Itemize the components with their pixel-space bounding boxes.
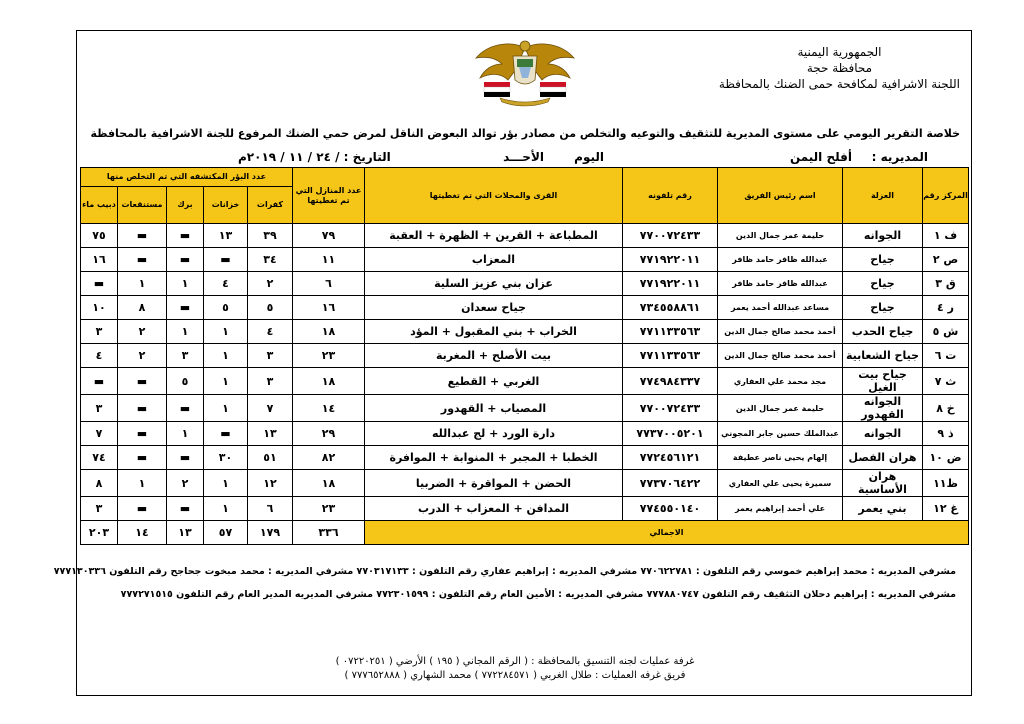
cell-tires: ٣	[248, 368, 293, 395]
governorate-name: محافظة حجة	[806, 61, 873, 75]
cell-ponds: ١	[167, 422, 204, 446]
table-row	[81, 272, 969, 296]
cell-tanks: ▬	[204, 422, 248, 446]
cell-drums: ٣	[81, 497, 118, 521]
cell-leader: عبدالله ظافر حامد ظافر	[718, 248, 843, 272]
cell-leader: حليمة عمر جمال الدين	[718, 395, 843, 422]
cell-center: ث ٧	[923, 368, 969, 395]
header-villages: القرى والمحلات التي تم تغطيتها	[365, 168, 623, 224]
republic-name: الجمهورية اليمنية	[797, 45, 882, 59]
cell-swamps: ٨	[118, 296, 167, 320]
cell-tanks: ٣٠	[204, 446, 248, 470]
operations-room-line: غرفة عمليات لجنه التنسيق بالمحافظة : ( الرقم المجاني ( ١٩٥ ) الأرضي ( ٠٧٢٢٠٢٥١ )	[335, 656, 695, 667]
cell-phone: ٧٧٣٧٠٠٥٢٠١	[623, 422, 718, 446]
cell-uzla: جياح الشعابية	[843, 344, 923, 368]
cell-villages: دارة الورد + لج عبدالله	[365, 422, 623, 446]
cell-drums: ▬	[81, 272, 118, 296]
totals-row	[81, 521, 969, 545]
cell-swamps: ▬	[118, 368, 167, 395]
cell-uzla: الجوانه	[843, 224, 923, 248]
cell-center: ق ٣	[923, 272, 969, 296]
cell-houses: ٢٣	[293, 344, 365, 368]
cell-drums: ٧	[81, 422, 118, 446]
table-row	[81, 344, 969, 368]
header-tires: كفرات	[248, 187, 293, 224]
table-row	[81, 296, 969, 320]
cell-leader: مساعد عبدالله أحمد يعمر	[718, 296, 843, 320]
cell-phone: ٧٧١١٣٣٥٦٣	[623, 344, 718, 368]
cell-houses: ١٨	[293, 470, 365, 497]
district-label: المديريه :	[871, 150, 928, 164]
total-swamps: ١٤	[118, 521, 167, 545]
yemen-eagle-emblem-icon	[470, 36, 580, 108]
cell-villages: عزان بني عزيز السلية	[365, 272, 623, 296]
cell-tanks: ٤	[204, 272, 248, 296]
cell-ponds: ٣	[167, 344, 204, 368]
cell-uzla: جياح	[843, 272, 923, 296]
cell-tanks: ▬	[204, 248, 248, 272]
cell-phone: ٧٧٣٧٠٦٤٢٢	[623, 470, 718, 497]
cell-leader: عبدالملك حسين جابر المجوني	[718, 422, 843, 446]
cell-villages: جياح سعدان	[365, 296, 623, 320]
cell-villages: المدافن + المعزاب + الدرب	[365, 497, 623, 521]
cell-center: ظ١١	[923, 470, 969, 497]
cell-ponds: ١	[167, 320, 204, 344]
total-tanks: ٥٧	[204, 521, 248, 545]
cell-houses: ١٨	[293, 368, 365, 395]
header-ponds: برك	[167, 187, 204, 224]
cell-uzla: هران الأساسية	[843, 470, 923, 497]
district-value: أفلح اليمن	[789, 150, 852, 164]
cell-tires: ٣	[248, 344, 293, 368]
cell-leader: أحمد محمد صالح جمال الدين	[718, 344, 843, 368]
header-tanks: خزانات	[204, 187, 248, 224]
table-row	[81, 248, 969, 272]
cell-center: ض ١٠	[923, 446, 969, 470]
totals-label: الاجمالي	[365, 521, 969, 545]
cell-center: ذ ٩	[923, 422, 969, 446]
cell-center: ف ١	[923, 224, 969, 248]
cell-villages: المطباعة + القرين + الظهرة + العقبة	[365, 224, 623, 248]
cell-uzla: جياح	[843, 248, 923, 272]
cell-villages: المصياب + القهدور	[365, 395, 623, 422]
total-drums: ٢٠٣	[81, 521, 118, 545]
cell-ponds: ٥	[167, 368, 204, 395]
cell-phone: ٧٣٤٥٥٨٨٦١	[623, 296, 718, 320]
cell-houses: ١٨	[293, 320, 365, 344]
table-row	[81, 320, 969, 344]
cell-phone: ٧٧٠٠٧٢٤٣٣	[623, 395, 718, 422]
cell-drums: ٧٥	[81, 224, 118, 248]
cell-swamps: ▬	[118, 497, 167, 521]
cell-leader: علي أحمد إبراهيم يعمر	[718, 497, 843, 521]
cell-swamps: ٢	[118, 320, 167, 344]
cell-swamps: ١	[118, 470, 167, 497]
cell-tanks: ١	[204, 470, 248, 497]
cell-villages: المعزاب	[365, 248, 623, 272]
supervisors-line-1: مشرفي المديريه : محمد إبراهيم خموسي رقم التلفون : ٧٧٠٦٢٢٧٨١ مشرفي المديريه : إبراهيم عفاري رقم التلفون : ٧٧٠٣١٧١٣٣ مشرفي المديريه : محمد مبخوت جحاجح رقم التلفون ٧٧٧١٣٠٣٣٦	[53, 566, 956, 577]
cell-villages: الخراب + بني المقبول + المؤد	[365, 320, 623, 344]
cell-ponds: ▬	[167, 224, 204, 248]
cell-villages: الخطبا + المجبر + المنوابة + الموافرة	[365, 446, 623, 470]
date-label: التاريخ : / ٢٤ / ١١ / ٢٠١٩م	[238, 150, 391, 164]
cell-tanks: ١	[204, 320, 248, 344]
cell-center: ش ٥	[923, 320, 969, 344]
cell-drums: ١٠	[81, 296, 118, 320]
cell-phone: ٧٧٢٤٥٦١٢١	[623, 446, 718, 470]
cell-leader: سميرة يحيى علي العفاري	[718, 470, 843, 497]
cell-uzla: جياح الحدب	[843, 320, 923, 344]
cell-uzla: جياح بيت الغيل	[843, 368, 923, 395]
cell-tanks: ١	[204, 368, 248, 395]
header-houses: عدد المنازل التي تم تغطيتها	[293, 168, 365, 224]
cell-swamps: ▬	[118, 224, 167, 248]
cell-tires: ١٢	[248, 470, 293, 497]
table-row	[81, 224, 969, 248]
cell-drums: ٣	[81, 320, 118, 344]
cell-phone: ٧٧١٩٢٢٠١١	[623, 248, 718, 272]
total-tires: ١٧٩	[248, 521, 293, 545]
table-row	[81, 368, 969, 395]
cell-phone: ٧٧١٩٢٢٠١١	[623, 272, 718, 296]
cell-tires: ٢	[248, 272, 293, 296]
committee-name: اللجنة الاشرافية لمكافحة حمى الضنك بالمحافظة	[718, 77, 960, 91]
cell-leader: مجد محمد علي العفاري	[718, 368, 843, 395]
table-row	[81, 422, 969, 446]
header-swamps: مستنقعات	[118, 187, 167, 224]
report-title: خلاصة التقرير اليومي على مستوى المديرية للتثقيف والتوعيه والتخلص من مصادر بؤر توالد البعوض الناقل لمرض حمي الضنك المرفوع للجنة الاشرافية بالمحافظة	[90, 127, 960, 140]
total-ponds: ١٣	[167, 521, 204, 545]
cell-drums: ٤	[81, 344, 118, 368]
cell-houses: ١٦	[293, 296, 365, 320]
cell-villages: الحضن + المواقرة + الضربيا	[365, 470, 623, 497]
letterhead	[719, 44, 960, 92]
header-water-drums: دبيب ماء	[81, 187, 118, 224]
cell-houses: ٢٣	[293, 497, 365, 521]
cell-swamps: ▬	[118, 395, 167, 422]
table-row	[81, 395, 969, 422]
cell-houses: ١٤	[293, 395, 365, 422]
cell-phone: ٧٧١١٣٣٥٦٣	[623, 320, 718, 344]
cell-ponds: ▬	[167, 446, 204, 470]
cell-swamps: ▬	[118, 446, 167, 470]
cell-uzla: بني يعمر	[843, 497, 923, 521]
cell-swamps: ▬	[118, 422, 167, 446]
cell-tires: ٣٩	[248, 224, 293, 248]
cell-houses: ٦	[293, 272, 365, 296]
total-houses: ٣٣٦	[293, 521, 365, 545]
cell-phone: ٧٧٠٠٧٢٤٣٣	[623, 224, 718, 248]
cell-tires: ٥١	[248, 446, 293, 470]
header-center: المركز رقم	[923, 168, 969, 224]
cell-ponds: ▬	[167, 497, 204, 521]
cell-tires: ١٣	[248, 422, 293, 446]
cell-center: ت ٦	[923, 344, 969, 368]
cell-swamps: ٢	[118, 344, 167, 368]
header-leader: اسم رئيس الفريق	[718, 168, 843, 224]
cell-ponds: ١	[167, 272, 204, 296]
cell-tires: ٥	[248, 296, 293, 320]
cell-swamps: ١	[118, 272, 167, 296]
cell-drums: ٣	[81, 395, 118, 422]
day-value: الأحـــد	[503, 150, 544, 164]
day-label: اليوم	[574, 150, 604, 164]
daily-report-table	[80, 167, 969, 545]
cell-leader: عبدالله ظافر حامد ظافر	[718, 272, 843, 296]
cell-center: ص ٢	[923, 248, 969, 272]
cell-ponds: ▬	[167, 248, 204, 272]
header-sites-group: عدد البؤر المكتشفه التي تم التخلص منها	[81, 168, 293, 187]
table-row	[81, 497, 969, 521]
cell-houses: ٧٩	[293, 224, 365, 248]
cell-drums: ٨	[81, 470, 118, 497]
cell-leader: حليمة عمر جمال الدين	[718, 224, 843, 248]
table-row	[81, 446, 969, 470]
cell-houses: ٨٢	[293, 446, 365, 470]
cell-ponds: ▬	[167, 395, 204, 422]
cell-phone: ٧٧٤٩٨٤٣٣٧	[623, 368, 718, 395]
header-phone: رقم تلفونه	[623, 168, 718, 224]
cell-tanks: ١	[204, 344, 248, 368]
header-uzla: العزلة	[843, 168, 923, 224]
cell-center: ر ٤	[923, 296, 969, 320]
supervisors-line-2: مشرفي المديريه : إبراهيم دحلان التثقيف رقم التلفون ٧٧٧٨٨٠٧٤٧ مشرفي المديريه : الأمين العام رقم التلفون : ٧٧٢٣٠١٥٩٩ مشرفي المديريه المدير العام رقم التلفون ٧٧٧٢٧١٥١٥	[120, 589, 956, 600]
cell-houses: ١١	[293, 248, 365, 272]
cell-uzla: جياح	[843, 296, 923, 320]
cell-uzla: الجوانه القهدور	[843, 395, 923, 422]
cell-tires: ٧	[248, 395, 293, 422]
cell-swamps: ▬	[118, 248, 167, 272]
cell-tanks: ١	[204, 395, 248, 422]
cell-phone: ٧٧٤٥٥٠١٤٠	[623, 497, 718, 521]
cell-leader: إلهام يحيى ناصر عطيفة	[718, 446, 843, 470]
cell-tanks: ١٣	[204, 224, 248, 248]
cell-tires: ٤	[248, 320, 293, 344]
cell-tires: ٦	[248, 497, 293, 521]
cell-houses: ٢٩	[293, 422, 365, 446]
cell-tanks: ٥	[204, 296, 248, 320]
operations-team-line: فريق غرفه العمليات : طلال الغربي ( ٧٧٢٢٨٤٥٧١ ) محمد الشهاري ( ٧٧٧٦٥٢٨٨٨ )	[344, 670, 686, 681]
cell-drums: ١٦	[81, 248, 118, 272]
cell-ponds: ٢	[167, 470, 204, 497]
cell-villages: بيت الأصلح + المغربة	[365, 344, 623, 368]
cell-center: غ ١٢	[923, 497, 969, 521]
cell-ponds: ▬	[167, 296, 204, 320]
cell-uzla: هران الفصل	[843, 446, 923, 470]
cell-center: خ ٨	[923, 395, 969, 422]
cell-uzla: الجوانه	[843, 422, 923, 446]
table-row	[81, 470, 969, 497]
cell-tires: ٣٤	[248, 248, 293, 272]
cell-leader: أحمد محمد صالح جمال الدين	[718, 320, 843, 344]
cell-drums: ▬	[81, 368, 118, 395]
cell-villages: الغربي + القطيع	[365, 368, 623, 395]
cell-tanks: ١	[204, 497, 248, 521]
cell-drums: ٧٤	[81, 446, 118, 470]
